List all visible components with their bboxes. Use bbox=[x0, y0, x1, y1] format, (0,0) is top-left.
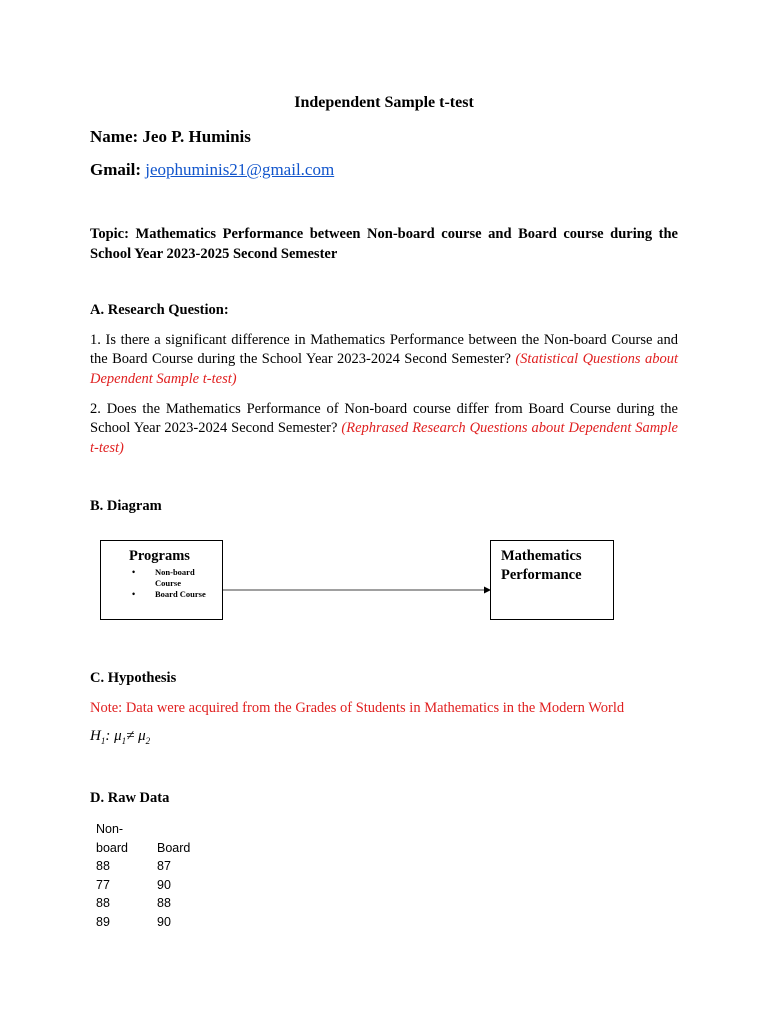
bullet-icon: • bbox=[132, 589, 136, 599]
cell-non-board: 88 bbox=[96, 859, 110, 873]
section-b-heading: B. Diagram bbox=[90, 498, 162, 514]
table-row bbox=[96, 857, 217, 876]
math-performance-box bbox=[490, 540, 614, 620]
hyp-mu1-sub: 1 bbox=[121, 736, 127, 746]
programs-item-label: Non-board Course bbox=[155, 567, 195, 588]
programs-item-label: Board Course bbox=[155, 589, 206, 599]
programs-list-item bbox=[101, 567, 215, 588]
question-2-text: 2. Does the Mathematics Performance of Non-board course differ from Board Course during the School Year 2023-2024 Second Semester? bbox=[90, 401, 678, 437]
topic-paragraph: Topic: Mathematics Performance between Non-board course and Board course during the School Year 2023-2025 Second Semester bbox=[90, 226, 678, 262]
math-performance-title-line2: Performance bbox=[501, 566, 582, 583]
data-source-note: Note: Data were acquired from the Grades of Students in Mathematics in the Modern World bbox=[90, 700, 625, 716]
cell-board: 90 bbox=[157, 877, 171, 892]
cell-board: 87 bbox=[157, 859, 171, 873]
diagram-arrow bbox=[223, 583, 491, 597]
cell-non-board: 88 bbox=[96, 896, 110, 910]
hyp-mu2-sub: 2 bbox=[145, 736, 151, 746]
cell-board: 90 bbox=[157, 914, 171, 929]
hyp-h: H bbox=[90, 728, 101, 744]
header-board: Board bbox=[157, 840, 191, 855]
question-1-text: 1. Is there a significant difference in Mathematics Performance between the Non-board Course and the Board Course during the School Year 2023-2024 Second Semester? bbox=[90, 332, 678, 368]
bullet-icon: • bbox=[132, 567, 136, 577]
gmail-label: Gmail: bbox=[90, 160, 146, 179]
hyp-neq-mu: ≠ μ bbox=[126, 728, 146, 744]
cell-non-board: 77 bbox=[96, 877, 110, 892]
document-title: Independent Sample t-test bbox=[294, 94, 474, 111]
cell-board: 88 bbox=[157, 896, 171, 910]
hyp-h-sub: 1 bbox=[100, 736, 106, 746]
hyp-colon-mu: : μ bbox=[105, 728, 122, 744]
math-performance-title-line1: Mathematics bbox=[501, 548, 582, 564]
gmail-link[interactable]: jeophuminis21@gmail.com bbox=[145, 160, 335, 179]
table-row bbox=[96, 913, 217, 932]
table-header-row bbox=[96, 820, 217, 857]
header-non-board-line2: board bbox=[96, 840, 128, 855]
programs-list bbox=[101, 567, 215, 601]
research-question-1 bbox=[90, 331, 678, 389]
section-d-heading: D. Raw Data bbox=[90, 790, 170, 806]
gmail-line bbox=[90, 160, 334, 180]
cell-non-board: 89 bbox=[96, 914, 110, 929]
section-a-heading: A. Research Question: bbox=[90, 302, 229, 318]
table-row bbox=[96, 876, 217, 895]
table-row bbox=[96, 894, 217, 913]
header-non-board bbox=[96, 820, 157, 857]
math-performance-title bbox=[501, 547, 582, 584]
question-1-note: (Statistical Questions about Dependent Sample t-test) bbox=[90, 351, 678, 387]
author-name: Name: Jeo P. Huminis bbox=[90, 127, 251, 146]
section-c-heading: C. Hypothesis bbox=[90, 670, 177, 686]
programs-title: Programs bbox=[129, 548, 190, 564]
raw-data-table bbox=[96, 820, 217, 931]
programs-box bbox=[100, 540, 223, 620]
header-non-board-line1: Non- bbox=[96, 822, 124, 836]
alternative-hypothesis bbox=[90, 728, 150, 746]
programs-list-item bbox=[101, 589, 215, 600]
research-question-2 bbox=[90, 400, 678, 458]
question-2-note: (Rephrased Research Questions about Dependent Sample t-test) bbox=[90, 420, 678, 456]
